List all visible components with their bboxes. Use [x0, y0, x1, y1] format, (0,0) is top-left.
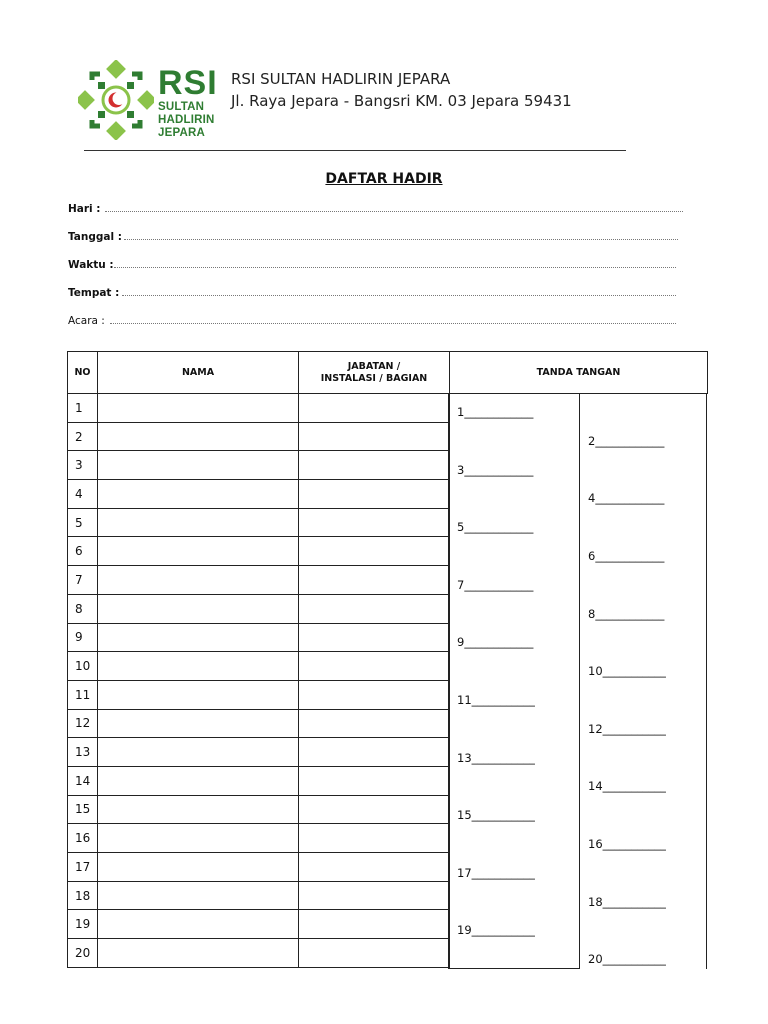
row-number: 9 [68, 623, 98, 652]
hospital-logo [78, 60, 228, 142]
signature-column-right [579, 393, 707, 969]
row-number: 6 [68, 537, 98, 566]
row-number: 14 [68, 766, 98, 795]
nama-cell[interactable] [98, 566, 299, 595]
row-number: 12 [68, 709, 98, 738]
signature-line[interactable]: 16___________ [588, 837, 666, 851]
jabatan-cell[interactable] [299, 881, 450, 910]
field-acara[interactable] [68, 315, 105, 327]
signature-line[interactable]: 19___________ [457, 923, 535, 938]
row-number: 16 [68, 824, 98, 853]
signature-line[interactable]: 7____________ [457, 577, 534, 592]
jabatan-cell[interactable] [299, 480, 450, 509]
nama-cell[interactable] [98, 853, 299, 882]
signature-line[interactable]: 10___________ [588, 664, 666, 679]
nama-cell[interactable] [98, 795, 299, 824]
nama-cell[interactable] [98, 422, 299, 451]
header-jabatan [299, 352, 450, 394]
header-tanda-tangan: TANDA TANGAN [450, 352, 708, 394]
signature-line[interactable]: 20___________ [588, 952, 666, 967]
signature-line[interactable]: 9____________ [457, 635, 534, 650]
signature-line[interactable]: 1____________ [457, 405, 534, 419]
field-waktu[interactable] [68, 259, 114, 271]
logo-line-3: JEPARA [158, 127, 205, 139]
jabatan-cell[interactable] [299, 422, 450, 451]
jabatan-cell[interactable] [299, 939, 450, 968]
signature-line[interactable]: 18___________ [588, 894, 666, 909]
nama-cell[interactable] [98, 738, 299, 767]
nama-cell[interactable] [98, 881, 299, 910]
jabatan-cell[interactable] [299, 537, 450, 566]
logo-wordmark [158, 66, 218, 139]
fill-line [110, 323, 676, 324]
signature-line[interactable]: 8____________ [588, 606, 665, 621]
jabatan-cell[interactable] [299, 623, 450, 652]
signature-line[interactable]: 2____________ [588, 433, 665, 448]
nama-cell[interactable] [98, 766, 299, 795]
field-label: Hari : [68, 203, 101, 215]
jabatan-cell[interactable] [299, 652, 450, 681]
row-number: 1 [68, 394, 98, 423]
logo-line-2: HADLIRIN [158, 114, 215, 126]
row-number: 5 [68, 508, 98, 537]
jabatan-cell[interactable] [299, 795, 450, 824]
nama-cell[interactable] [98, 594, 299, 623]
jabatan-cell[interactable] [299, 394, 450, 423]
row-number: 17 [68, 853, 98, 882]
header-jabatan-line-2: INSTALASI / BAGIAN [320, 372, 428, 384]
jabatan-cell[interactable] [299, 853, 450, 882]
nama-cell[interactable] [98, 623, 299, 652]
jabatan-cell[interactable] [299, 594, 450, 623]
fill-line [124, 239, 678, 240]
jabatan-cell[interactable] [299, 451, 450, 480]
field-hari[interactable] [68, 203, 101, 215]
logo-rsi: RSI [158, 64, 218, 102]
row-number: 11 [68, 680, 98, 709]
signature-line[interactable]: 12___________ [588, 721, 666, 736]
hospital-name: RSI SULTAN HADLIRIN JEPARA [231, 70, 451, 88]
jabatan-cell[interactable] [299, 766, 450, 795]
row-number: 4 [68, 480, 98, 509]
signature-line[interactable]: 5____________ [457, 520, 534, 535]
nama-cell[interactable] [98, 910, 299, 939]
jabatan-cell[interactable] [299, 709, 450, 738]
logo-line-1: SULTAN [158, 101, 205, 113]
row-number: 3 [68, 451, 98, 480]
signature-column-left [448, 393, 580, 969]
jabatan-cell[interactable] [299, 508, 450, 537]
row-number: 2 [68, 422, 98, 451]
jabatan-cell[interactable] [299, 824, 450, 853]
row-number: 10 [68, 652, 98, 681]
jabatan-cell[interactable] [299, 566, 450, 595]
fill-line [105, 211, 683, 212]
nama-cell[interactable] [98, 537, 299, 566]
row-number: 18 [68, 881, 98, 910]
row-number: 20 [68, 939, 98, 968]
document-title: DAFTAR HADIR [325, 171, 443, 187]
jabatan-cell[interactable] [299, 738, 450, 767]
signature-line[interactable]: 13___________ [457, 750, 535, 765]
nama-cell[interactable] [98, 480, 299, 509]
nama-cell[interactable] [98, 939, 299, 968]
jabatan-cell[interactable] [299, 680, 450, 709]
hospital-address: Jl. Raya Jepara - Bangsri KM. 03 Jepara 59431 [231, 92, 572, 110]
row-number: 13 [68, 738, 98, 767]
header-jabatan-line-1: JABATAN / [347, 360, 401, 372]
logo-emblem-icon [78, 60, 154, 140]
field-tanggal[interactable] [68, 231, 122, 243]
field-label: Waktu : [68, 259, 114, 271]
nama-cell[interactable] [98, 451, 299, 480]
header-no: NO [68, 352, 98, 394]
header-divider [84, 150, 626, 151]
nama-cell[interactable] [98, 394, 299, 423]
nama-cell[interactable] [98, 824, 299, 853]
row-number: 15 [68, 795, 98, 824]
field-label: Tempat : [68, 287, 120, 299]
table-header-row [68, 352, 708, 394]
signature-line[interactable]: 6____________ [588, 549, 665, 563]
row-number: 7 [68, 566, 98, 595]
nama-cell[interactable] [98, 680, 299, 709]
fill-line [122, 295, 676, 296]
signature-line[interactable]: 15___________ [457, 808, 535, 823]
field-tempat[interactable] [68, 287, 119, 299]
nama-cell[interactable] [98, 709, 299, 738]
signature-line[interactable]: 3____________ [457, 462, 534, 477]
signature-line[interactable]: 17___________ [457, 865, 535, 880]
nama-cell[interactable] [98, 652, 299, 681]
signature-line[interactable]: 14___________ [588, 779, 666, 794]
header-nama: NAMA [98, 352, 299, 394]
row-number: 19 [68, 910, 98, 939]
signature-line[interactable]: 4____________ [588, 491, 665, 506]
row-number: 8 [68, 594, 98, 623]
field-label: Tanggal : [68, 231, 122, 243]
nama-cell[interactable] [98, 508, 299, 537]
signature-line[interactable]: 11___________ [457, 693, 535, 707]
jabatan-cell[interactable] [299, 910, 450, 939]
fill-line [114, 267, 676, 268]
field-label: Acara : [68, 315, 105, 327]
